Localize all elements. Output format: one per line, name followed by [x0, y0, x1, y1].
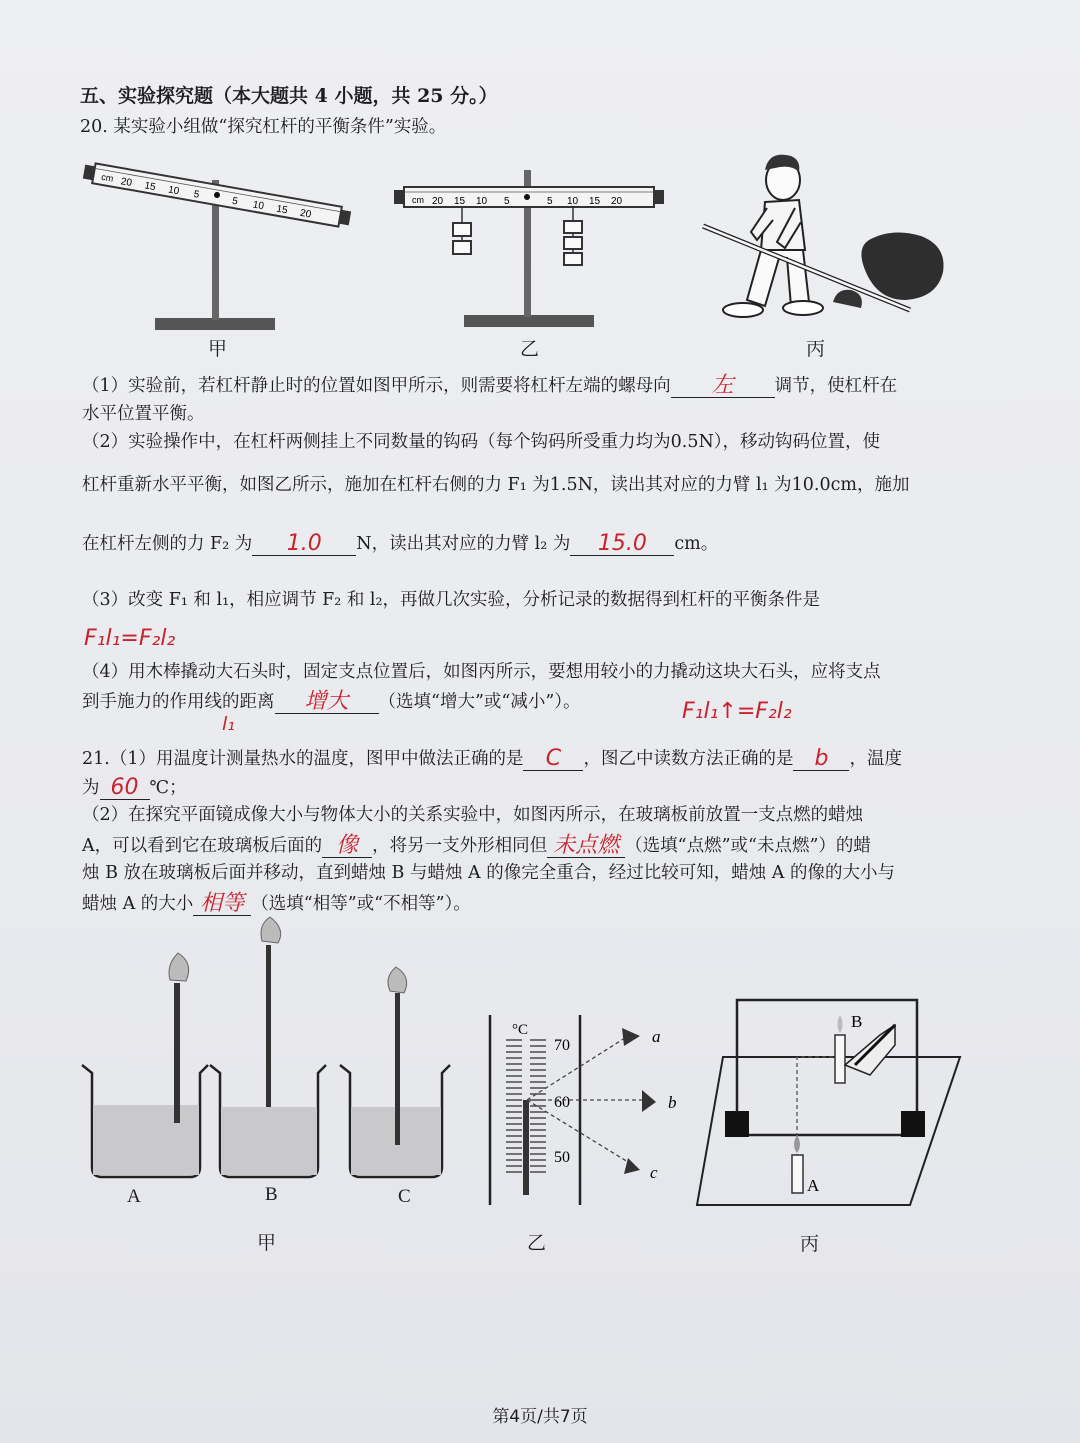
sight-lines: [527, 1036, 642, 1162]
thermo-tick-50: 50: [554, 1149, 570, 1166]
eye-label-c: c: [650, 1163, 658, 1182]
ruler-tick-jia-0: 20: [119, 176, 133, 189]
thermo-tick-70: 70: [554, 1037, 570, 1054]
q21-part1-text-e: ℃；: [149, 778, 187, 798]
ruler-tick-yi-0: 20: [432, 196, 444, 207]
q21-part1-text-c: ，温度: [849, 749, 902, 769]
q21-part2-answer2: 未点燃: [553, 833, 620, 858]
beaker-label-c: C: [398, 1186, 411, 1207]
q20-part4-text-c: （选填“增大”或“减小”）。: [378, 692, 581, 712]
q21-part2-text-b: A，可以看到它在玻璃板后面的: [82, 836, 323, 856]
q20-part2-blank1: [252, 530, 356, 556]
candle-b-flame-image: [838, 1015, 843, 1033]
q21-part2-text-g: （选填“相等”或“不相等”）。: [251, 894, 471, 914]
plate-holder-left: [725, 1111, 749, 1137]
q20-part2-blank2: [570, 530, 674, 556]
q21-part1-answer2: b: [814, 746, 829, 771]
candle-label-a: A: [807, 1176, 820, 1195]
thermometer-reading-figure: [482, 1010, 692, 1210]
beaker-b: [210, 917, 326, 1177]
ruler-tick-yi-3: 5: [504, 196, 510, 207]
q21-part2-text-a: （2）在探究平面镜成像大小与物体大小的关系实验中，如图丙所示，在玻璃板前放置一支点燃的蜡烛: [82, 805, 864, 825]
q21-part2-text-e: 烛 B 放在玻璃板后面并移动，直到蜡烛 B 与蜡烛 A 的像完全重合，经过比较可知，蜡烛 A 的像的大小与: [82, 863, 895, 883]
q21-part1-text-d: 为: [82, 778, 100, 798]
q20-part2-line3: [82, 530, 718, 556]
beaker-c: [340, 967, 450, 1177]
q20-part3-text: （3）改变 F₁ 和 l₁，相应调节 F₂ 和 l₂，再做几次实验，分析记录的数据得到杠杆的平衡条件是: [82, 590, 821, 610]
ruler-tick-jia-6: 15: [275, 203, 289, 217]
q20-part2-text-b: 杠杆重新水平平衡，如图乙所示，施加在杠杆右侧的力 F₁ 为1.5N，读出其对应的力臂 l₁ 为10.0cm，施加: [82, 475, 910, 495]
ruler-tick-jia-1: 15: [143, 180, 157, 194]
q20-part4-text-a: （4）用木棒撬动大石头时，固定支点位置后，如图丙所示，要想用较小的力撬动这块大石头，应将支点: [82, 662, 881, 682]
flame-icon: [794, 1135, 800, 1153]
section-title: 五、实验探究题（本大题共 4 小题，共 25 分。）: [80, 85, 498, 107]
q20-part1-text-b: 调节，使杠杆在: [774, 376, 898, 396]
image-line: [797, 1057, 840, 1165]
eye-icon: [642, 1090, 656, 1112]
thermometer-c: [395, 993, 400, 1145]
plate-holder-right: [901, 1111, 925, 1137]
eye-icon: [624, 1158, 640, 1174]
q21-part2-line2: [82, 832, 871, 858]
ruler-unit-jia: cm: [100, 171, 115, 184]
q20-part4-blank: [275, 688, 379, 714]
q21-part2-blank2: [547, 832, 625, 858]
ruler-tick-yi-4: 5: [547, 196, 553, 207]
figure-label-bing: 丙: [806, 338, 826, 360]
beaker-label-a: A: [127, 1186, 141, 1207]
q20-part1-text-c: 水平位置平衡。: [82, 404, 205, 424]
candle-label-b: B: [851, 1012, 863, 1031]
figure-label-q21-yi: 乙: [527, 1232, 547, 1254]
q21-part2-blank1: [322, 832, 372, 858]
q21-part1-blank2: [793, 745, 849, 771]
balance-nut-right: [654, 190, 664, 204]
q20-part1-answer: 左: [711, 373, 734, 398]
ruler-tick-yi-1: 15: [454, 196, 466, 207]
q21-part2-text-c: ，将另一支外形相同但: [372, 836, 548, 856]
candle-b: [835, 1035, 845, 1083]
glass-plate: [737, 1000, 917, 1135]
ruler-tick-jia-3: 5: [192, 189, 201, 201]
q20-part4-answer: 增大: [304, 689, 349, 714]
q20-part2-answer1: 1.0: [286, 531, 322, 556]
q21-part1-text-b: ，图乙中读数方法正确的是: [583, 749, 794, 769]
q21-part1-text-a: 21.（1）用温度计测量热水的温度，图甲中做法正确的是: [82, 749, 524, 769]
q21-part2-answer1: 像: [336, 833, 359, 858]
beaker-label-b: B: [265, 1184, 278, 1205]
q20-part4-note-formula: F₁l₁↑=F₂l₂: [682, 699, 792, 724]
q20-part2-answer2: 15.0: [597, 531, 647, 556]
figure-label-jia: 甲: [208, 338, 228, 360]
q20-part3-answer: F₁l₁=F₂l₂: [84, 626, 176, 651]
ruler-tick-jia-7: 20: [299, 207, 313, 221]
hook-weights-right: [564, 207, 582, 265]
q20-part1-line1: [82, 372, 897, 398]
figure-label-q21-bing: 丙: [800, 1233, 820, 1255]
ruler-tick-yi-2: 10: [476, 196, 488, 207]
lever-figure-yi: [392, 165, 672, 340]
crowbar-figure-bing: [695, 150, 955, 330]
figure-label-q21-jia: 甲: [257, 1232, 277, 1254]
q20-stem: 20. 某实验小组做“探究杠杆的平衡条件”实验。: [80, 117, 447, 137]
ruler-tick-yi-7: 20: [611, 196, 623, 207]
hook-weights-left: [453, 207, 471, 254]
flame-icon: [169, 953, 189, 981]
lever-figure-jia: [80, 150, 370, 340]
thermo-tick-60: 60: [554, 1094, 570, 1111]
ruler-unit-yi: cm: [412, 195, 424, 205]
thermo-unit: °C: [512, 1022, 529, 1038]
q21-part1-answer1: C: [545, 746, 562, 771]
flame-icon: [388, 967, 407, 993]
q20-part2-text-e: cm。: [674, 534, 719, 554]
q20-part1-text-a: （1）实验前，若杠杆静止时的位置如图甲所示，则需要将杠杆左端的螺母向: [82, 376, 671, 396]
q21-part1-answer3: 60: [110, 775, 139, 800]
q21-part2-blank3: [193, 890, 251, 916]
boy-illustration: [723, 155, 823, 317]
plane-mirror-figure: [695, 995, 965, 1210]
mercury-column: [523, 1100, 529, 1195]
q21-part1-line1: [82, 745, 902, 771]
q20-part4-text-b: 到手施力的作用线的距离: [82, 692, 275, 712]
fulcrum-dot: [524, 194, 530, 200]
q20-part4-line2: [82, 688, 581, 714]
flame-icon: [261, 917, 281, 943]
ruler-tick-jia-2: 10: [167, 184, 181, 198]
ruler-tick-jia-4: 5: [231, 195, 239, 208]
page-footer: 第4页/共7页: [492, 1407, 588, 1427]
eye-label-a: a: [652, 1027, 661, 1046]
q21-part2-text-f: 蜡烛 A 的大小: [82, 894, 194, 914]
q20-part2-text-a: （2）实验操作中，在杠杆两侧挂上不同数量的钩码（每个钩码所受重力均为0.5N），移动钩码位置，使: [82, 432, 881, 452]
beakers-figure: [78, 925, 458, 1195]
q20-part2-text-d: N，读出其对应的力臂 l₂ 为: [356, 534, 571, 554]
thermometer-a: [174, 983, 180, 1123]
fulcrum-stone: [833, 290, 862, 308]
q21-part2-answer3: 相等: [200, 891, 245, 916]
q21-part2-text-d: （选填“点燃”或“未点燃”）的蜡: [625, 836, 871, 856]
q21-part1-blank1: [523, 745, 583, 771]
q21-part1-line2: [82, 774, 187, 800]
q20-part1-blank: [671, 372, 775, 398]
figure-label-yi: 乙: [520, 338, 540, 360]
q20-part2-text-c: 在杠杆左侧的力 F₂ 为: [82, 534, 253, 554]
ruler-tick-jia-5: 10: [251, 199, 265, 213]
ruler-tick-yi-5: 10: [567, 196, 579, 207]
balance-nut-left: [394, 190, 404, 204]
candle-a: [792, 1155, 803, 1193]
thermometer-b: [266, 945, 271, 1107]
q20-part4-note-l1: l₁: [222, 713, 235, 735]
q21-part2-line4: [82, 890, 471, 916]
q21-part1-blank3: [100, 774, 150, 800]
eye-icon: [622, 1028, 640, 1046]
big-rock: [861, 232, 943, 300]
beaker-a: [82, 953, 208, 1177]
eye-label-b: b: [668, 1093, 677, 1112]
ruler-tick-yi-6: 15: [589, 196, 601, 207]
